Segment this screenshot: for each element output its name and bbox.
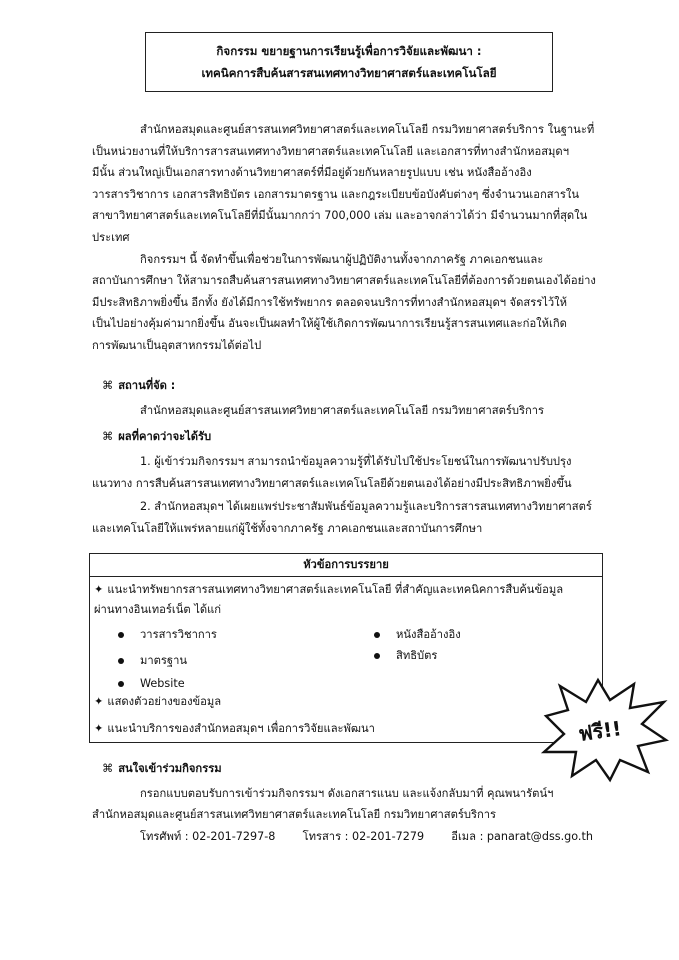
sub-item-references bbox=[374, 625, 461, 645]
four-point-star-icon: ✦ bbox=[94, 695, 104, 708]
bullet-dot-icon bbox=[118, 658, 124, 664]
outcomes-heading-text: ผลที่คาดว่าจะได้รับ bbox=[118, 430, 212, 443]
bullet-dot-icon bbox=[374, 653, 380, 659]
intro-p2-line: เป็นไปอย่างคุ้มค่ามากยิ่งขึ้น อันจะเป็นผลทำให้ผู้ใช้เกิดการพัฒนาการเรียนรู้สารสนเทศและก่อให้เกิด bbox=[92, 317, 567, 331]
topics-heading: หัวข้อการบรรยาย bbox=[90, 554, 602, 577]
outcome-item-2 bbox=[92, 496, 592, 539]
phone-label: โทรศัพท์ : bbox=[140, 830, 189, 843]
fax-label: โทรสาร : bbox=[302, 830, 349, 843]
free-badge bbox=[538, 676, 670, 784]
topic-item-3-label: แนะนำบริการของสำนักหอสมุดฯ เพื่อการวิจัยและพัฒนา bbox=[107, 722, 375, 735]
phone-value: 02-201-7297-8 bbox=[192, 830, 276, 843]
intro-p1-line: ประเทศ bbox=[92, 230, 130, 244]
title-box bbox=[145, 32, 553, 92]
intro-p1-line: สาขาวิทยาศาสตร์และเทคโนโลยีที่มีนั้นมากกว่า 700,000 เล่ม และอาจกล่าวได้ว่า มีจำนวนมากที่สุดใน bbox=[92, 209, 588, 223]
title-line-2: เทคนิคการสืบค้นสารสนเทศทางวิทยาศาสตร์และเทคโนโลยี bbox=[201, 66, 497, 80]
sub-item-label: มาตรฐาน bbox=[140, 654, 188, 667]
outcomes-heading bbox=[102, 426, 211, 448]
topic-item-1-cont: ผ่านทางอินเทอร์เน็ต ได้แก่ bbox=[94, 603, 222, 616]
intro-p1-line: เป็นหน่วยงานที่ให้บริการสารสนเทศทางวิทยาศาสตร์และเทคโนโลยี และเอกสารที่ทางสำนักหอสมุดฯ bbox=[92, 144, 569, 158]
outcome-line: 2. สำนักหอสมุดฯ ได้เผยแพร่ประชาสัมพันธ์ข้อมูลความรู้และบริการสารสนเทศทางวิทยาศาสตร์ bbox=[140, 500, 592, 513]
sub-item-label: Website bbox=[140, 677, 185, 690]
section-mark-icon: ⌘ bbox=[102, 762, 114, 775]
topic-item-3 bbox=[94, 719, 375, 739]
outcome-line: และเทคโนโลยีให้แพร่หลายแก่ผู้ใช้ทั้งจากภาครัฐ ภาคเอกชนและสถาบันการศึกษา bbox=[92, 521, 483, 535]
topic-item-2 bbox=[94, 692, 221, 712]
outcome-line: 1. ผู้เข้าร่วมกิจกรรมฯ สามารถนำข้อมูลความรู้ที่ได้รับไปใช้ประโยชน์ในการพัฒนาปรับปรุง bbox=[140, 455, 572, 468]
free-badge-text: ฟรี!! bbox=[576, 716, 623, 746]
bullet-dot-icon bbox=[118, 632, 124, 638]
intro-p1-line: สำนักหอสมุดและศูนย์สารสนเทศวิทยาศาสตร์และเทคโนโลยี กรมวิทยาศาสตร์บริการ ในฐานะที่ bbox=[140, 123, 595, 136]
sub-item-website bbox=[118, 674, 185, 694]
venue-heading bbox=[102, 375, 175, 397]
sub-item-label: หนังสืออ้างอิง bbox=[396, 628, 461, 641]
topic-item-1-line: แนะนำทรัพยากรสารสนเทศทางวิทยาศาสตร์และเทคโนโลยี ที่สำคัญและเทคนิคการสืบค้นข้อมูล bbox=[107, 583, 564, 596]
intro-p2-line: สถาบันการศึกษา ให้สามารถสืบค้นสารสนเทศทางวิทยาศาสตร์และเทคโนโลยีที่ต้องการด้วยตนเองได้อย่าง bbox=[92, 274, 596, 288]
sub-item-label: สิทธิบัตร bbox=[396, 649, 438, 662]
four-point-star-icon: ✦ bbox=[94, 583, 104, 596]
topic-item-2-label: แสดงตัวอย่างของข้อมูล bbox=[107, 695, 222, 708]
venue-text: สำนักหอสมุดและศูนย์สารสนเทศวิทยาศาสตร์และเทคโนโลยี กรมวิทยาศาสตร์บริการ bbox=[140, 404, 545, 417]
topic-item-1 bbox=[94, 580, 563, 600]
register-line-2: สำนักหอสมุดและศูนย์สารสนเทศวิทยาศาสตร์และเทคโนโลยี กรมวิทยาศาสตร์บริการ bbox=[92, 808, 497, 821]
fax-value: 02-201-7279 bbox=[351, 830, 425, 843]
sub-item-standards bbox=[118, 651, 187, 671]
bullet-dot-icon bbox=[118, 681, 124, 687]
register-heading-text: สนใจเข้าร่วมกิจกรรม bbox=[118, 762, 222, 775]
bullet-dot-icon bbox=[374, 632, 380, 638]
venue-heading-text: สถานที่จัด : bbox=[118, 379, 176, 392]
outcome-item-1 bbox=[92, 451, 572, 494]
section-mark-icon: ⌘ bbox=[102, 379, 114, 392]
intro-p1-line: มีนั้น ส่วนใหญ่เป็นเอกสารทางด้านวิทยาศาสตร์ที่มีอยู่ด้วยกันหลายรูปแบบ เช่น หนังสืออ้างอิง bbox=[92, 166, 532, 180]
contact-row bbox=[140, 826, 593, 847]
email-label: อีเมล : bbox=[451, 830, 484, 843]
outcome-line: แนวทาง การสืบค้นสารสนเทศทางวิทยาศาสตร์และเทคโนโลยีด้วยตนเองได้อย่างมีประสิทธิภาพยิ่งขึ้น bbox=[92, 476, 572, 490]
intro-p2-line: การพัฒนาเป็นอุตสาหกรรมได้ต่อไป bbox=[92, 338, 262, 352]
intro-p1-line: วารสารวิชาการ เอกสารสิทธิบัตร เอกสารมาตรฐาน และกฎระเบียบข้อบังคับต่างๆ ซึ่งจำนวนเอกสารใน bbox=[92, 187, 579, 201]
four-point-star-icon: ✦ bbox=[94, 722, 104, 735]
intro-p2-line: มีประสิทธิภาพยิ่งขึ้น อีกทั้ง ยังได้มีการใช้ทรัพยากร ตลอดจนบริการที่ทางสำนักหอสมุดฯ จัดสรรไว้ให้ bbox=[92, 295, 567, 309]
intro-section bbox=[92, 119, 602, 357]
intro-p2-line: กิจกรรมฯ นี้ จัดทำขึ้นเพื่อช่วยในการพัฒนาผู้ปฏิบัติงานทั้งจากภาครัฐ ภาคเอกชนและ bbox=[140, 252, 544, 266]
sub-item-label: วารสารวิชาการ bbox=[140, 628, 217, 641]
sub-item-patents bbox=[374, 646, 437, 666]
topics-box bbox=[89, 553, 603, 743]
register-line-1: กรอกแบบตอบรับการเข้าร่วมกิจกรรมฯ ดังเอกสารแนบ และแจ้งกลับมาที่ คุณพนารัตน์ฯ bbox=[140, 787, 554, 800]
title-line-1: กิจกรรม ขยายฐานการเรียนรู้เพื่อการวิจัยและพัฒนา : bbox=[216, 44, 482, 58]
register-heading bbox=[102, 758, 222, 780]
email-value[interactable]: panarat@dss.go.th bbox=[486, 830, 593, 843]
sub-item-journals bbox=[118, 625, 217, 645]
section-mark-icon: ⌘ bbox=[102, 430, 114, 443]
